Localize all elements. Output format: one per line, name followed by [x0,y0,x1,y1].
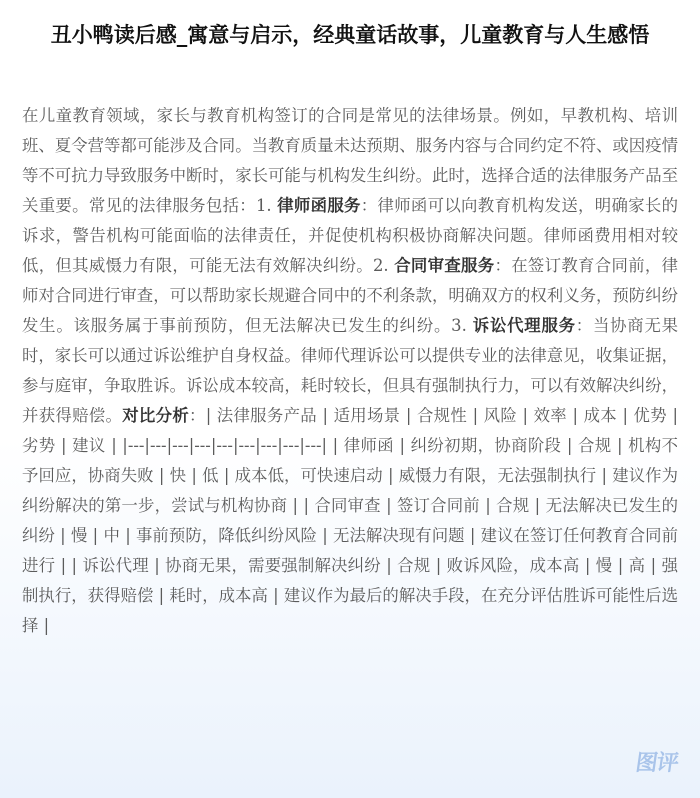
item2-text: ：在签订教育合同前，律师对合同进行审查，可以帮助家长规避合同中的不利条款，明确双方的权利义务，预防纠纷发生。该服务属于事前预防，但无法解决已发生的纠纷。 [22,256,679,335]
item1-number: 1. [256,196,278,215]
article-body [0,101,700,641]
compare-heading: 对比分析 [122,406,190,425]
item2-number: 2. [373,256,395,275]
item2-heading: 合同审查服务 [394,256,495,275]
compare-table-text: ：| 法律服务产品 | 适用场景 | 合规性 | 风险 | 效率 | 成本 | 优势 | 劣势 | 建议 | |---|---|---|---|---|---|---|---|---| | 律师函 | 纠纷初期，协商阶段 | 合规 | 机构不予回应，协商失败 | 快 | 低 | 成本低，可快速启动 | 威慑力有限，无法强制执行 | 建议作为纠纷解决的第一步，尝试与机构协商 | | 合同审查 | 签订合同前 | 合规 | 无法解决已发生的纠纷 | 慢 | 中 | 事前预防，降低纠纷风险 | 无法解决现有问题 | 建议在签订任何教育合同前进行 | | 诉讼代理 | 协商无果，需要强制解决纠纷 | 合规 | 败诉风险，成本高 | 慢 | 高 | 强制执行，获得赔偿 | 耗时，成本高 | 建议作为最后的解决手段，在充分评估胜诉可能性后选择 | [22,406,679,635]
item1-heading: 律师函服务 [277,196,361,215]
item3-text: ：当协商无果时，家长可以通过诉讼维护自身权益。律师代理诉讼可以提供专业的法律意见，收集证据，参与庭审，争取胜诉。诉讼成本较高，耗时较长，但具有强制执行力，可以有效解决纠纷，并获得赔偿。 [22,316,679,425]
article-title: 丑小鸭读后感_寓意与启示，经典童话故事，儿童教育与人生感悟 [50,22,650,47]
item3-heading: 诉讼代理服务 [472,316,576,335]
item3-number: 3. [451,316,473,335]
item1-text: ：律师函可以向教育机构发送，明确家长的诉求，警告机构可能面临的法律责任，并促使机构积极协商解决问题。律师函费用相对较低，但其威慑力有限，可能无法有效解决纠纷。 [22,196,679,275]
intro-text: 在儿童教育领域，家长与教育机构签订的合同是常见的法律场景。例如，早教机构、培训班、夏令营等都可能涉及合同。当教育质量未达预期、服务内容与合同约定不符、或因疫情等不可抗力导致服务中断时，家长可能与机构发生纠纷。此时，选择合适的法律服务产品至关重要。常见的法律服务包括： [22,106,678,215]
site-logo: 图评 [633,751,680,776]
